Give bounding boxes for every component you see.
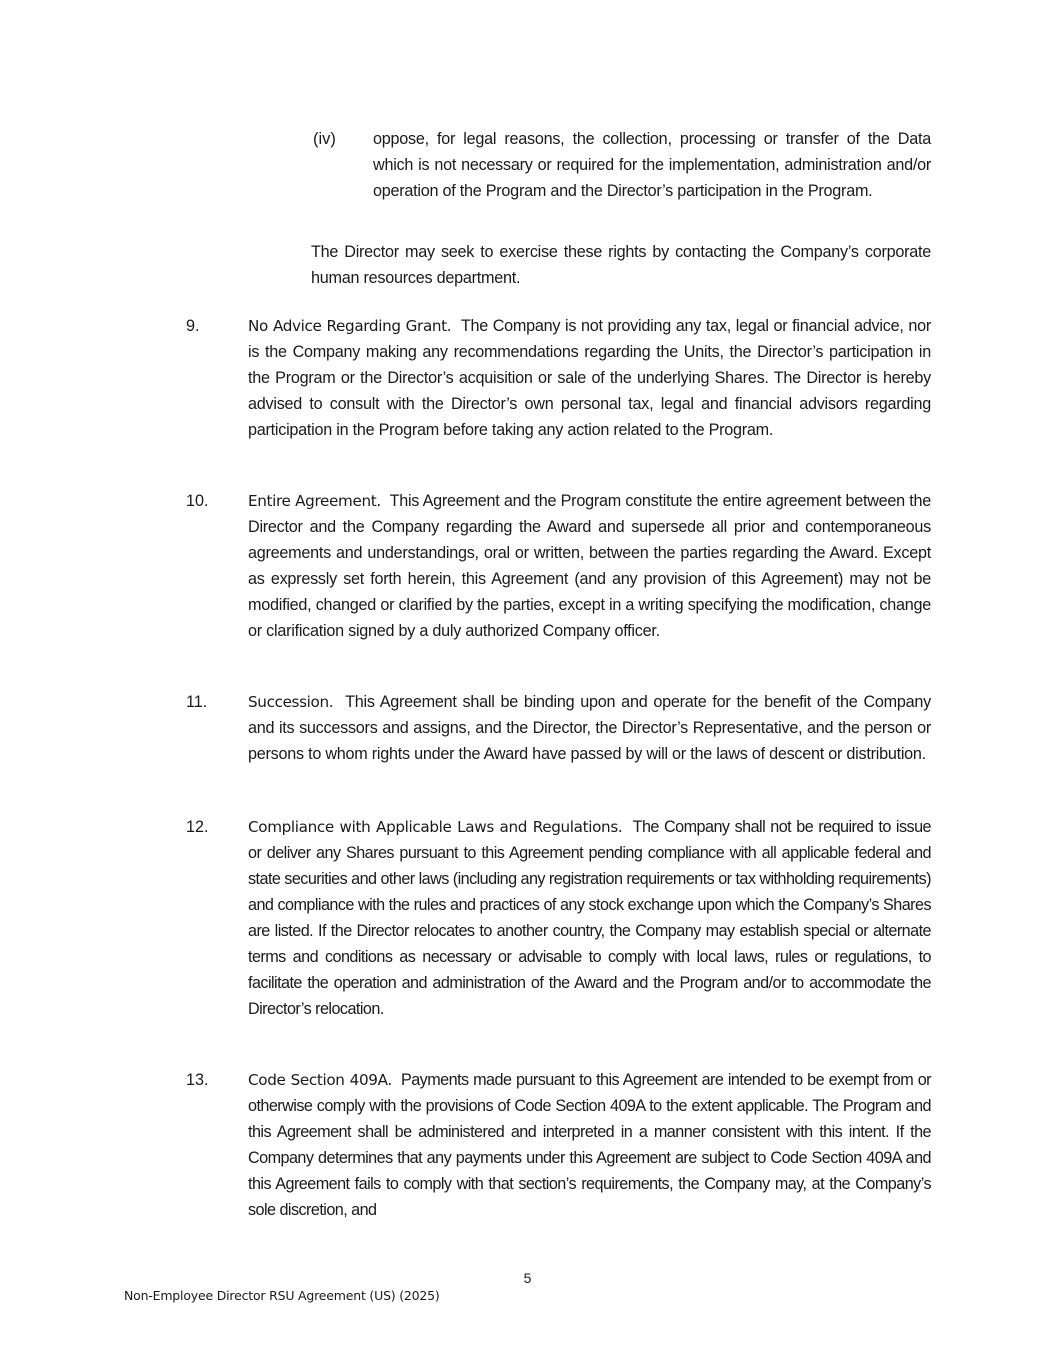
- section-9-heading: No Advice Regarding Grant.: [248, 317, 452, 335]
- section-9-text: The Company is not providing any tax, legal or financial advice, nor is the Company making any recommendations regarding the Units, the Director’s participation in the Program or the Director’s acquisition or sale of the underlying Shares. The Director is hereby advised to consult with the Director’s own personal tax, legal and financial advisors regarding participation in the Program before taking any action related to the Program.: [248, 317, 931, 439]
- section-10-text: This Agreement and the Program constitute the entire agreement between the Director and the Company regarding the Award and supersede all prior and contemporaneous agreements and understandings, oral or written, between the parties regarding the Award. Except as expressly set forth herein, this Agreement (and any provision of this Agreement) may not be modified, changed or clarified by the parties, except in a writing specifying the modification, change or clarification signed by a duly authorized Company officer.: [248, 492, 932, 640]
- section-number-11: 11.: [186, 693, 208, 711]
- section-number-9: 9.: [186, 317, 200, 335]
- section-13-paragraph: [248, 1067, 931, 1223]
- section-9-paragraph: [248, 313, 931, 443]
- section-13-heading: Code Section 409A.: [248, 1071, 392, 1089]
- section-number-13: 13.: [186, 1071, 209, 1089]
- section-number-12: 12.: [186, 818, 209, 836]
- section-11-heading: Succession.: [248, 693, 334, 711]
- section-12-paragraph: [248, 814, 931, 1022]
- section-13-text: Payments made pursuant to this Agreement are intended to be exempt from or otherwise comply with the provisions of Code Section 409A to the extent applicable. The Program and this Agreement shall be administered and interpreted in a manner consistent with this intent. If the Company determines that any payments under this Agreement are subject to Code Section 409A and this Agreement fails to comply with that section’s requirements, the Company may, at the Company’s sole discretion, and: [248, 1071, 931, 1219]
- section-11-paragraph: [248, 689, 931, 767]
- section-10-paragraph: [248, 488, 931, 644]
- section-10-heading: Entire Agreement.: [248, 492, 381, 510]
- section-11-text: This Agreement shall be binding upon and operate for the benefit of the Company and its successors and assigns, and the Director, the Director’s Representative, and the person or persons to whom rights under the Award have passed by will or the laws of descent or distribution.: [248, 693, 931, 763]
- page-number: 5: [523, 1270, 532, 1286]
- section-12-heading: Compliance with Applicable Laws and Regulations.: [248, 818, 623, 836]
- section-12-text: The Company shall not be required to issue or deliver any Shares pursuant to this Agreement pending compliance with all applicable federal and state securities and other laws (including any registration requirements or tax withholding requirements) and compliance with the rules and practices of any stock exchange upon which the Company’s Shares are listed. If the Director relocates to another country, the Company may establish special or alternate terms and conditions as necessary or advisable to comply with local laws, rules or regulations, to facilitate the operation and administration of the Award and the Program and/or to accommodate the Director’s relocation.: [248, 818, 931, 1018]
- subitem-text-iv: oppose, for legal reasons, the collection, processing or transfer of the Data which is not necessary or required for the implementation, administration and/or operation of the Program and the Director’s participation in the Program.: [373, 130, 931, 200]
- section-number-10: 10.: [186, 492, 209, 510]
- rights-closing-paragraph: The Director may seek to exercise these rights by contacting the Company’s corporate human resources department.: [311, 243, 931, 287]
- document-footer: Non-Employee Director RSU Agreement (US) (2025): [124, 1288, 440, 1303]
- subitem-label-iv: (iv): [313, 130, 336, 148]
